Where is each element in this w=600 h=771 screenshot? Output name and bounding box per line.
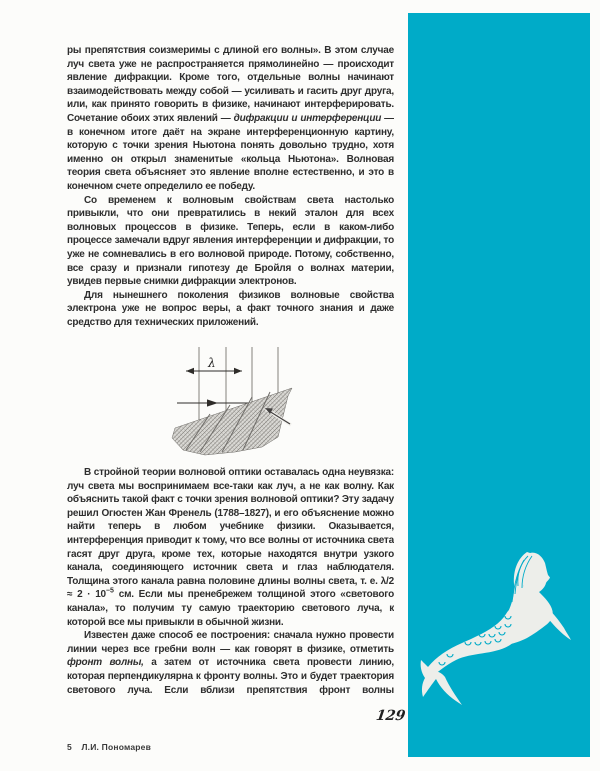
- wave-diffraction-figure: [160, 341, 340, 463]
- paragraph-text: −5: [105, 588, 114, 596]
- paragraph-text: ры препятствия соизмеримы с длиной его волны». В этом случае луч света уже не распространяется прямолинейно — происходит явление дифракции. Кроме того, отдельные волны начинают взаимодействовать между собой — усиливать и гасить друг друга, или, как принято говорить в физике, начинают интерферировать. Сочетание обоих этих явлений —: [67, 45, 394, 124]
- paragraph-text: В стройной теории волновой оптики оставалась одна неувязка: луч света мы воспринимаем все-таки как луч, а не как волну. Как объяснить такой факт с точки зрения волновой оптики? Эту задачу решил Огюстен Жан Френель (1788–1827), и его объяснение можно найти теперь в любом учебнике физики. Оказывается, интерференция приводит к тому, что все волны от источника света гасят друг друга, кроме тех, которые находятся внутри узкого канала, соединяющего источник света и глаз наблюдателя. Толщина этого канала равна половине длины волны света, т. е. λ/2 ≈ 2 · 10: [67, 467, 394, 601]
- paragraph-text: Известен даже способ ее построения: сначала нужно провести линии через все гребни волн — как говорят в физике, отметить: [67, 630, 394, 655]
- paragraph-text: Со временем к волновым свойствам света настолько привыкли, что они превратились в некий эталон для всех волновых процессов в физике. Теперь, если в каком-либо процессе замечали вдруг явления интерференции и дифракции, то уже не сомневались в его волновой природе. Потому, собственно, все сразу и признали гипотезу де Бройля о волнах материи, увидев первые снимки дифракции электронов.: [67, 194, 394, 288]
- paragraph-text: а затем от источника света провести линию, которая перпендикулярна к фронту волны. Это и будет траектория светового луча. Если вблизи препятствия фронт волны: [67, 657, 394, 696]
- text-column-bottom: [67, 466, 394, 706]
- footer-author: Л.И. Пономарев: [81, 742, 152, 752]
- hatched-obstacle: [172, 388, 292, 455]
- paragraph-text: фронт волны,: [67, 657, 144, 669]
- footer: [67, 742, 151, 752]
- wavelength-dimension: [186, 356, 242, 374]
- paragraph: [67, 629, 394, 697]
- paragraph: [67, 289, 394, 330]
- paragraph-text: дифракции и интерференции: [233, 112, 382, 124]
- text-column-top: [67, 44, 394, 342]
- color-band: [408, 13, 590, 757]
- wave-diffraction-drawing: [160, 341, 340, 463]
- paragraph: [67, 194, 394, 289]
- paragraph: [67, 466, 394, 629]
- lambda-label: λ: [208, 356, 216, 370]
- paragraph-text: см. Если мы пренебрежем толщиной этого «светового канала», то получим ту самую траекторию светового луча, к которой все мы привыкли в обычной жизни.: [67, 589, 394, 628]
- paragraph-text: Для нынешнего поколения физиков волновые свойства электрона уже не вопрос веры, а факт точного знания и даже средство для технических приложений.: [67, 289, 394, 328]
- printer-signature: 5: [67, 742, 72, 752]
- mermaid-illustration: [420, 542, 590, 717]
- paragraph: [67, 44, 394, 194]
- page-number: 129: [374, 708, 407, 724]
- paragraph-text: — в конечном итоге даёт на экране интерференционную картину, которую с точки зрения Ньютона понять довольно трудно, хотя именно он открыл знаменитые «кольца Ньютона». Волновая теория света объясняет это явление вполне естественно, и это в конечном счете определило ее победу.: [67, 112, 394, 192]
